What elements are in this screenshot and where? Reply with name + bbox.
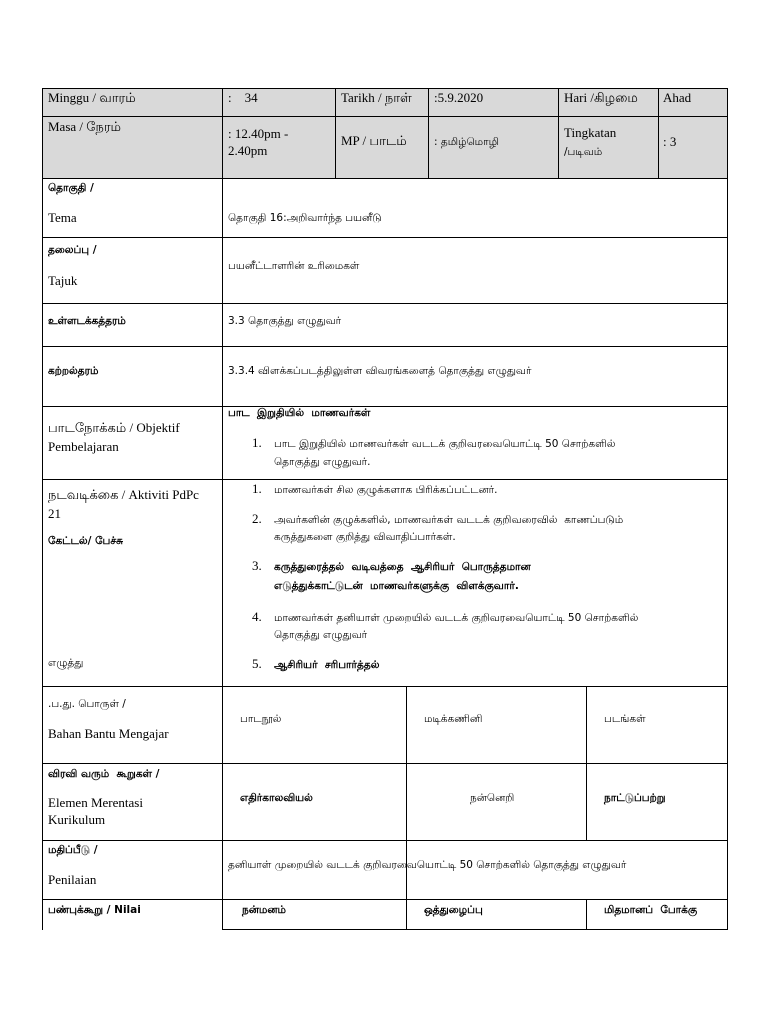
aktiviti-item2-number: 2. — [252, 511, 262, 526]
objektif-heading: பாட இறுதியில் மாணவர்கள் — [228, 407, 371, 419]
objektif-item1-number: 1. — [252, 435, 262, 450]
aktiviti-item3-number: 3. — [252, 558, 262, 573]
emk-col2: நன்னெறி — [470, 792, 515, 804]
aktiviti-item5-line1: ஆசிரியர் சரிபார்த்தல் — [274, 659, 380, 671]
tingkatan-value: : 3 — [663, 134, 677, 149]
emk-col1: எதிர்காலவியல் — [240, 792, 313, 804]
aktiviti-label-line2: 21 — [48, 506, 61, 521]
tarikh-value: :5.9.2020 — [434, 90, 484, 105]
masa-value-line1: : 12.40pm - — [228, 126, 289, 141]
bbm-col3: படங்கள் — [604, 713, 646, 725]
tajuk-label-line1: தலைப்பு / — [48, 244, 97, 256]
emk-col3: நாட்டுப்பற்று — [604, 792, 666, 804]
aktiviti-item3-line2: எடுத்துக்காட்டுடன் மாணவர்களுக்கு விளக்குவார். — [274, 580, 519, 592]
mp-value: : தமிழ்மொழி — [434, 136, 499, 148]
bbm-col1: பாடநூல் — [240, 713, 282, 725]
nilai-col3: மிதமானப் போக்கு — [604, 904, 698, 916]
tema-value: தொகுதி 16:அறிவார்ந்த பயனீடு — [228, 212, 382, 224]
emk-label-line2: Elemen Merentasi — [48, 795, 143, 810]
kandungan-value: 3.3 தொகுத்து எழுதுவர் — [228, 315, 342, 327]
aktiviti-item4-line1: மாணவர்கள் தனியாள் முறையில் வடடக் குறிவரவையொட்டி 50 சொற்களில் — [274, 612, 639, 624]
emk-label-line1: விரவி வரும் கூறுகள் / — [48, 768, 160, 780]
tarikh-label: Tarikh / நாள் — [341, 90, 412, 105]
aktiviti-item3-line1: கருத்துரைத்தல் வடிவத்தை ஆசிரியர் பொருத்தமான — [274, 561, 531, 573]
hari-label: Hari /கிழமை — [564, 90, 638, 105]
aktiviti-label-text: நடவடிக்கை / Aktiviti PdPc — [48, 487, 199, 502]
kandungan-label: உள்ளடக்கத்தரம் — [48, 315, 126, 327]
minggu-label: Minggu / வாரம் — [48, 90, 136, 105]
tajuk-label-line2: Tajuk — [48, 273, 78, 288]
pembelajaran-value: 3.3.4 விளக்கப்படத்திலுள்ள விவரங்களைத் தொகுத்து எழுதுவர் — [228, 365, 532, 377]
masa-value-line2: 2.40pm — [228, 143, 268, 158]
nilai-col2: ஒத்துழைப்பு — [424, 904, 483, 916]
aktiviti-item1-line1: மாணவர்கள் சில குழுக்களாக பிரிக்கப்பட்டனர். — [274, 484, 498, 496]
aktiviti-label-line1 — [48, 487, 199, 503]
aktiviti-item2-line2: கருத்துகளை குறித்து விவாதிப்பார்கள். — [274, 531, 456, 543]
tingkatan-label-line1: Tingkatan — [564, 125, 617, 140]
mp-label: MP / பாடம் — [341, 133, 407, 148]
objektif-item1-line1: பாட இறுதியில் மாணவர்கள் வடடக் குறிவரவையொட்டி 50 சொற்களில் — [274, 438, 616, 450]
emk-label-line3: Kurikulum — [48, 812, 106, 827]
penilaian-label-line1: மதிப்பீடு / — [48, 844, 98, 856]
minggu-value: : 34 — [228, 90, 258, 105]
aktiviti-item1-number: 1. — [252, 481, 262, 496]
aktiviti-label-line3: கேட்டல்/ பேச்சு — [48, 535, 124, 547]
bbm-label-line2: Bahan Bantu Mengajar — [48, 726, 169, 741]
objektif-label-line2: Pembelajaran — [48, 439, 119, 454]
aktiviti-item2-line1: அவர்களின் குழுக்களில், மாணவர்கள் வடடக் குறிவரைவில் காணப்படும் — [274, 514, 624, 526]
nilai-label-text: பண்புக்கூறு / Nilai — [48, 904, 141, 916]
hari-value: Ahad — [663, 90, 692, 105]
aktiviti-item4-line2: தொகுத்து எழுதுவர் — [274, 629, 368, 641]
penilaian-label-line2: Penilaian — [48, 872, 97, 887]
bbm-col2: மடிக்கணினி — [424, 713, 483, 725]
objektif-label-line1: பாடநோக்கம் / Objektif — [48, 420, 180, 435]
penilaian-value: தனியாள் முறையில் வடடக் குறிவரவையொட்டி 50 சொற்களில் தொகுத்து எழுதுவர் — [228, 859, 627, 871]
tingkatan-label-line2: /படிவம் — [564, 146, 603, 158]
tema-label-line2: Tema — [48, 210, 77, 225]
bbm-label-line1: .ப.து. பொருள் / — [48, 698, 126, 710]
aktiviti-label-bottom: எழுத்து — [48, 657, 84, 669]
objektif-item1-line2: தொகுத்து எழுதுவர். — [274, 456, 371, 468]
aktiviti-item5-number: 5. — [252, 656, 262, 671]
tajuk-value: பயனீட்டாளரின் உரிமைகள் — [228, 260, 360, 272]
pembelajaran-label: கற்றல்தரம் — [48, 365, 99, 377]
masa-label: Masa / நேரம் — [48, 119, 122, 134]
nilai-label — [48, 902, 141, 918]
tema-label-line1: தொகுதி / — [48, 182, 94, 194]
aktiviti-item4-number: 4. — [252, 609, 262, 624]
nilai-col1: நன்மனம் — [242, 904, 286, 916]
